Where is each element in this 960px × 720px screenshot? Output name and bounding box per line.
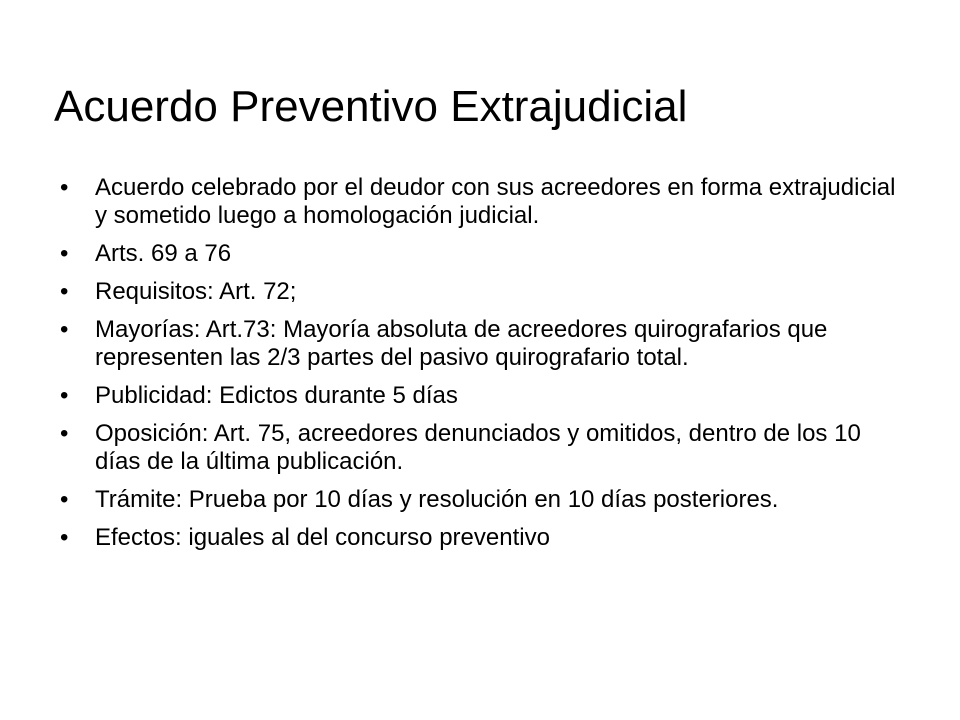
bullet-text: Publicidad: Edictos durante 5 días xyxy=(95,382,458,409)
bullet-dot-icon: • xyxy=(60,174,69,201)
bullet-item xyxy=(60,316,900,372)
bullet-item xyxy=(60,486,900,514)
bullet-item xyxy=(60,382,900,410)
bullet-dot-icon: • xyxy=(60,524,69,551)
bullet-text: Trámite: Prueba por 10 días y resolución en 10 días posteriores. xyxy=(95,486,779,513)
bullet-text: Efectos: iguales al del concurso preventivo xyxy=(95,524,550,551)
bullet-dot-icon: • xyxy=(60,240,69,267)
bullet-text: Requisitos: Art. 72; xyxy=(95,278,297,305)
bullet-text: Mayorías: Art.73: Mayoría absoluta de acreedores quirografarios que representen las 2/3 partes del pasivo quirografario total. xyxy=(95,316,828,371)
bullet-item xyxy=(60,420,900,476)
bullet-list xyxy=(60,174,900,562)
bullet-text: Arts. 69 a 76 xyxy=(95,240,232,267)
bullet-text: Oposición: Art. 75, acreedores denunciados y omitidos, dentro de los 10 días de la última publicación. xyxy=(95,420,861,475)
bullet-text: Acuerdo celebrado por el deudor con sus acreedores en forma extrajudicial y sometido luego a homologación judicial. xyxy=(95,174,896,229)
bullet-dot-icon: • xyxy=(60,278,69,305)
bullet-item xyxy=(60,524,900,552)
slide-title: Acuerdo Preventivo Extrajudicial xyxy=(54,82,688,131)
bullet-item xyxy=(60,278,900,306)
bullet-dot-icon: • xyxy=(60,420,69,447)
bullet-item xyxy=(60,174,900,230)
bullet-dot-icon: • xyxy=(60,486,69,513)
bullet-dot-icon: • xyxy=(60,316,69,343)
bullet-item xyxy=(60,240,900,268)
bullet-dot-icon: • xyxy=(60,382,69,409)
